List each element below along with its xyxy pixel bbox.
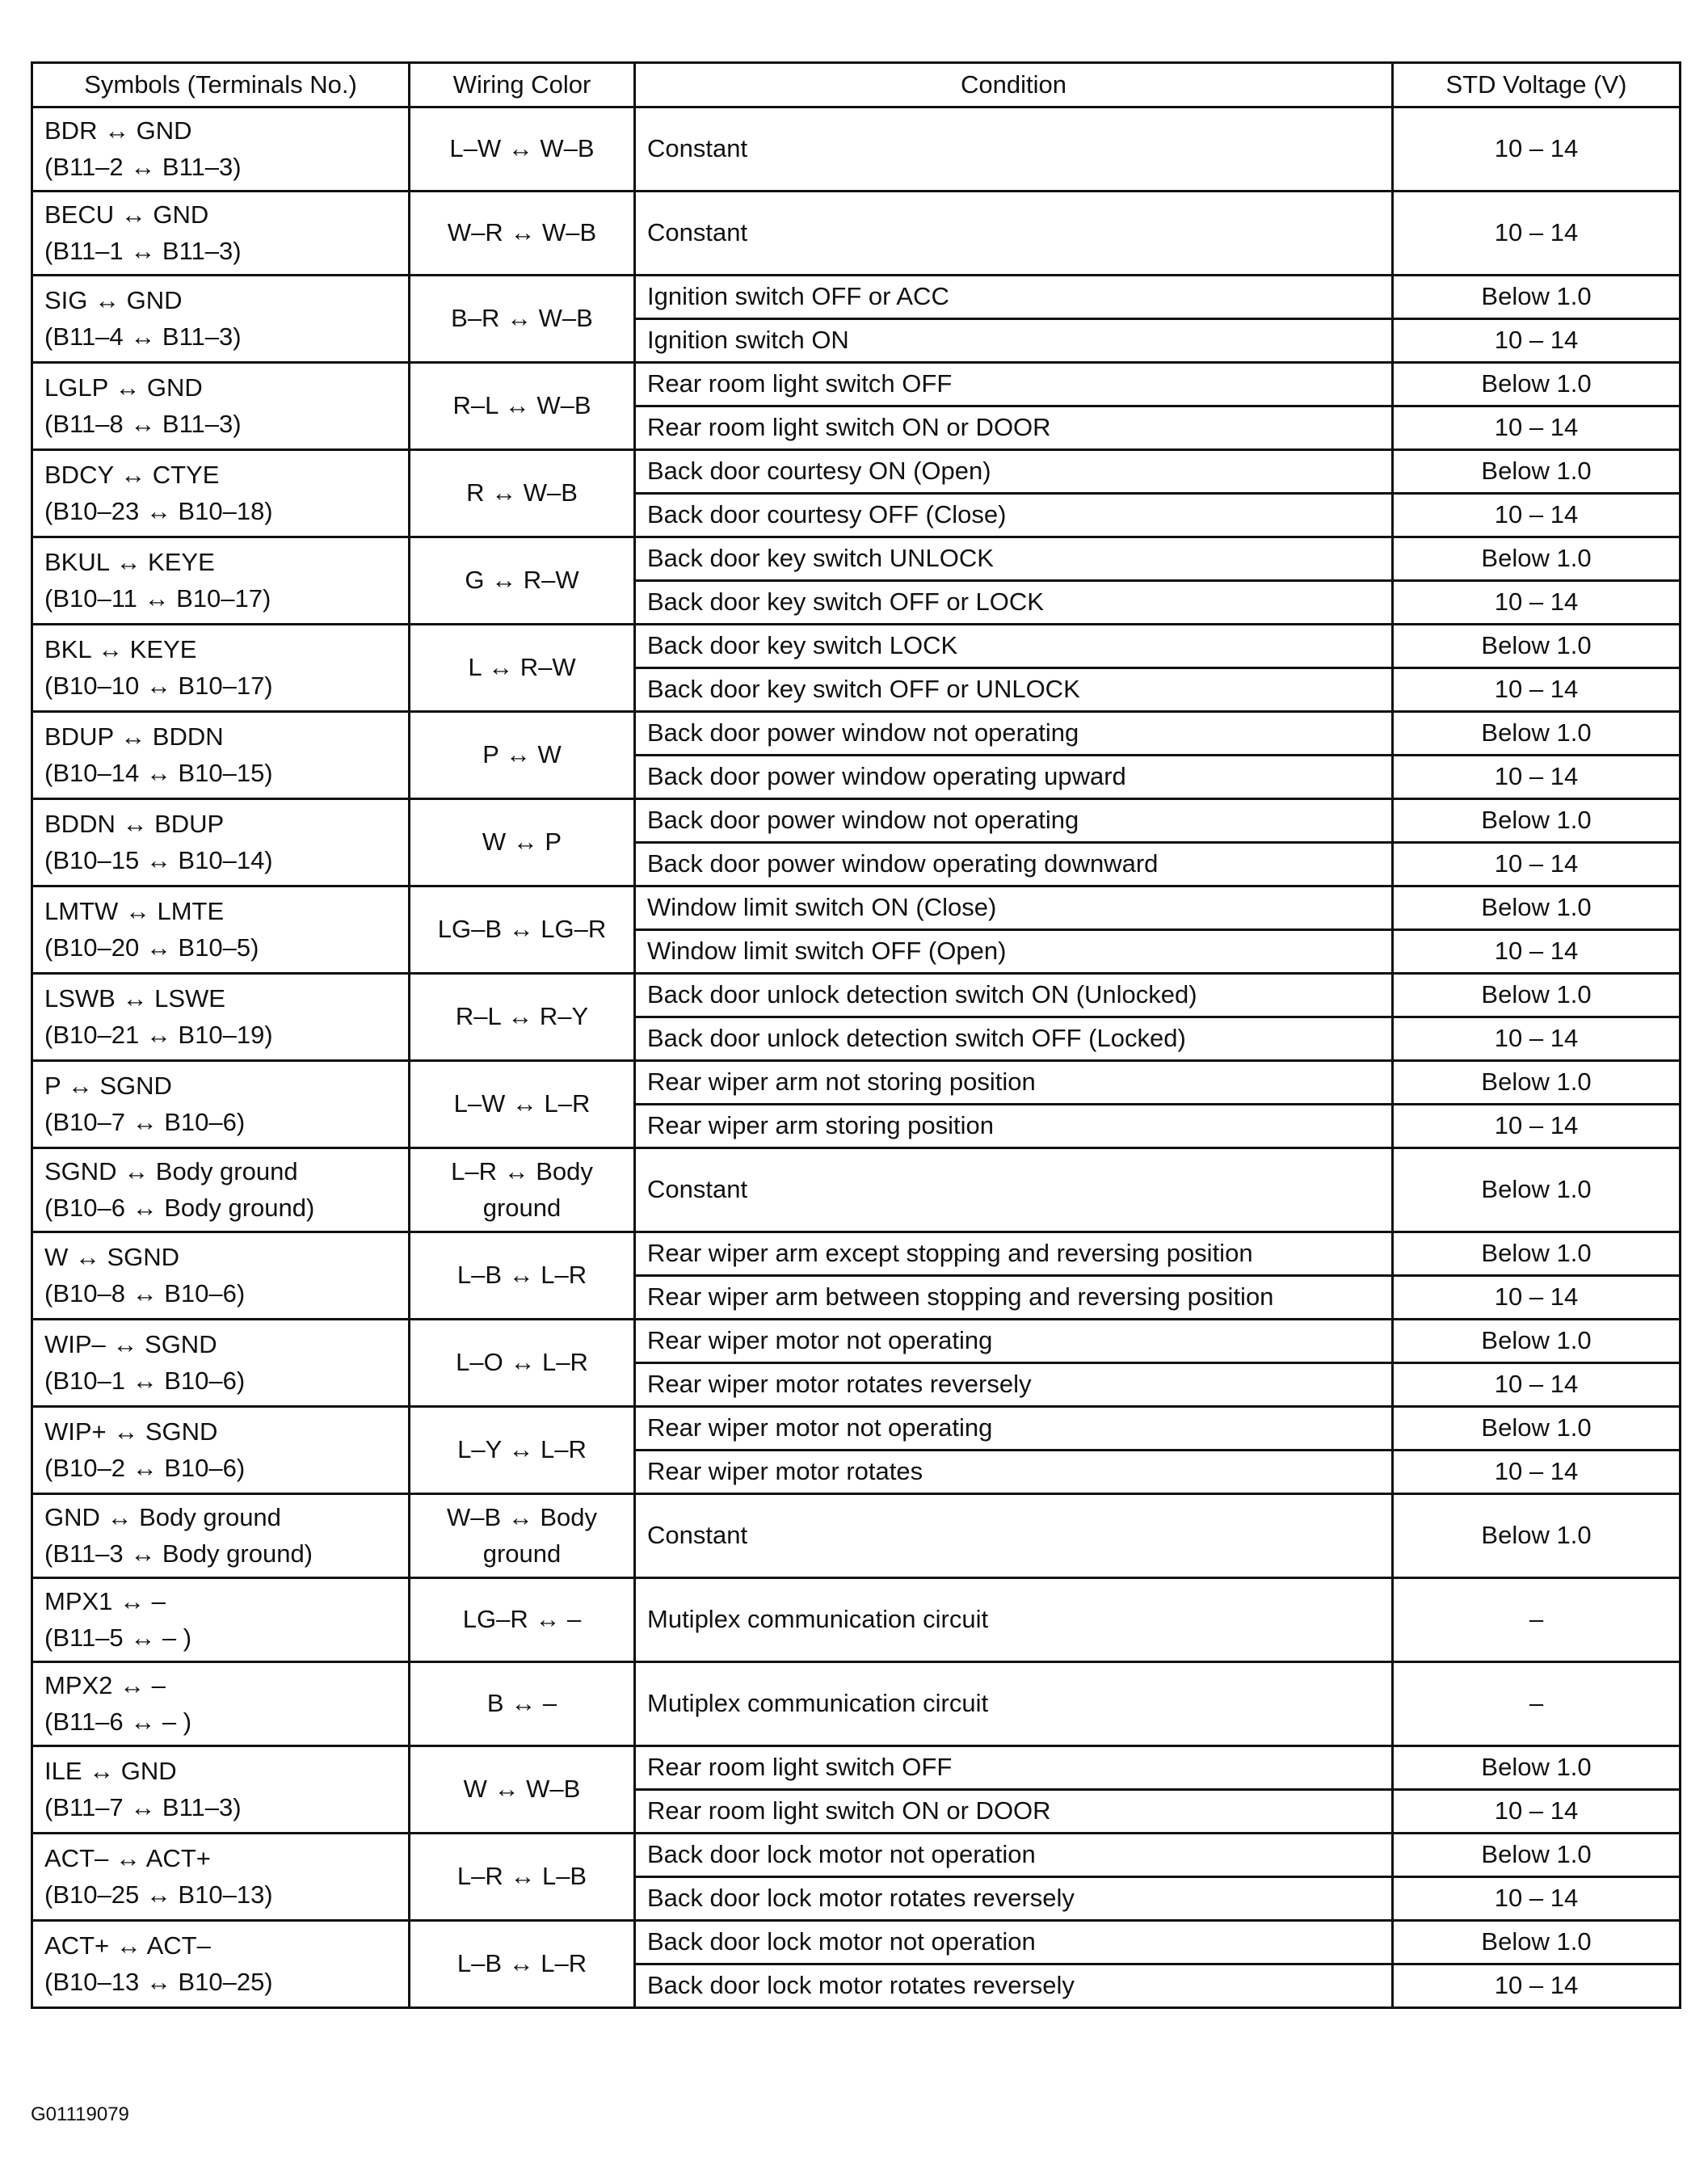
terminal-numbers: (B10–7 ↔ B10–6) (44, 1107, 246, 1136)
header-condition: Condition (635, 63, 1393, 107)
std-voltage-cell: 10 – 14 (1393, 1964, 1681, 2008)
terminal-symbols: BDR ↔ GND (44, 116, 192, 145)
condition-cell: Back door key switch LOCK (635, 625, 1393, 668)
table-row (32, 1921, 1681, 1964)
std-voltage-cell: – (1393, 1662, 1681, 1746)
symbol-cell (32, 974, 410, 1061)
condition-cell: Back door power window not operating (635, 712, 1393, 756)
table-row (32, 276, 1681, 319)
std-voltage-cell: Below 1.0 (1393, 1320, 1681, 1363)
wiring-color-text: R–L ↔ R–Y (455, 1002, 589, 1031)
wiring-color-cell (410, 625, 635, 712)
terminal-symbols: P ↔ SGND (44, 1072, 172, 1101)
symbol-cell (32, 276, 410, 363)
terminal-numbers: (B10–14 ↔ B10–15) (44, 758, 273, 787)
table-row (32, 192, 1681, 276)
terminal-symbols: W ↔ SGND (44, 1243, 180, 1272)
wiring-color-cell (410, 276, 635, 363)
header-wiring-color: Wiring Color (410, 63, 635, 107)
wiring-color-cell (410, 1320, 635, 1407)
condition-cell: Constant (635, 107, 1393, 192)
terminal-numbers: (B10–20 ↔ B10–5) (44, 933, 259, 962)
condition-cell: Mutiplex communication circuit (635, 1662, 1393, 1746)
symbol-cell (32, 363, 410, 450)
wiring-color-text: L–Y ↔ L–R (457, 1435, 587, 1464)
std-voltage-cell: 10 – 14 (1393, 1276, 1681, 1320)
table-row (32, 799, 1681, 843)
terminal-numbers: (B10–21 ↔ B10–19) (44, 1020, 273, 1049)
std-voltage-cell: Below 1.0 (1393, 1407, 1681, 1451)
wiring-color-cell (410, 1578, 635, 1662)
wiring-color-text: R–L ↔ W–B (452, 391, 591, 420)
std-voltage-cell: 10 – 14 (1393, 406, 1681, 450)
std-voltage-cell: 10 – 14 (1393, 930, 1681, 974)
condition-cell: Mutiplex communication circuit (635, 1578, 1393, 1662)
table-row (32, 537, 1681, 581)
std-voltage-cell: 10 – 14 (1393, 843, 1681, 886)
condition-cell: Back door lock motor not operation (635, 1834, 1393, 1877)
terminal-numbers: (B11–6 ↔ – ) (44, 1707, 192, 1736)
wiring-color-text: W–B ↔ Body (446, 1503, 598, 1532)
header-symbols: Symbols (Terminals No.) (32, 63, 410, 107)
condition-cell: Rear wiper arm storing position (635, 1105, 1393, 1148)
terminal-symbols: MPX2 ↔ – (44, 1671, 166, 1700)
std-voltage-cell: Below 1.0 (1393, 1061, 1681, 1105)
wiring-color-text: B ↔ – (486, 1689, 557, 1718)
terminal-symbols: LSWB ↔ LSWE (44, 984, 225, 1013)
terminal-numbers: (B10–15 ↔ B10–14) (44, 845, 273, 874)
terminal-symbols: LMTW ↔ LMTE (44, 897, 225, 926)
symbol-cell (32, 625, 410, 712)
wiring-color-cell (410, 886, 635, 974)
std-voltage-cell: Below 1.0 (1393, 450, 1681, 494)
condition-cell: Back door key switch UNLOCK (635, 537, 1393, 581)
condition-cell: Rear room light switch OFF (635, 1746, 1393, 1790)
condition-cell: Back door courtesy ON (Open) (635, 450, 1393, 494)
wiring-color-cell (410, 974, 635, 1061)
std-voltage-cell: 10 – 14 (1393, 1877, 1681, 1921)
symbol-cell (32, 1921, 410, 2008)
condition-cell: Back door lock motor not operation (635, 1921, 1393, 1964)
figure-code: G01119079 (31, 2103, 129, 2125)
terminal-numbers: (B10–25 ↔ B10–13) (44, 1880, 273, 1909)
wiring-color-cell (410, 1746, 635, 1834)
condition-cell: Rear wiper motor rotates (635, 1451, 1393, 1494)
table-row (32, 886, 1681, 930)
wiring-color-text: L ↔ R–W (468, 653, 576, 682)
terminal-numbers: (B10–10 ↔ B10–17) (44, 671, 273, 700)
std-voltage-cell: 10 – 14 (1393, 494, 1681, 537)
terminal-symbols: WIP– ↔ SGND (44, 1330, 217, 1359)
std-voltage-cell: 10 – 14 (1393, 1105, 1681, 1148)
symbol-cell (32, 1834, 410, 1921)
wiring-color-text: ground (482, 1539, 562, 1568)
table-row (32, 1407, 1681, 1451)
terminal-numbers: (B11–3 ↔ Body ground) (44, 1539, 313, 1568)
condition-cell: Constant (635, 1494, 1393, 1578)
terminal-voltage-table (31, 61, 1681, 2009)
std-voltage-cell: 10 – 14 (1393, 756, 1681, 799)
terminal-symbols: BKUL ↔ KEYE (44, 548, 215, 577)
table-row (32, 1320, 1681, 1363)
terminal-numbers: (B10–2 ↔ B10–6) (44, 1453, 246, 1482)
symbol-cell (32, 1148, 410, 1232)
table-row (32, 363, 1681, 406)
terminal-symbols: SGND ↔ Body ground (44, 1157, 298, 1186)
condition-cell: Ignition switch ON (635, 319, 1393, 363)
wiring-color-text: W ↔ P (482, 827, 562, 857)
terminal-symbols: GND ↔ Body ground (44, 1503, 281, 1532)
table-body (32, 107, 1681, 2008)
wiring-color-cell (410, 1061, 635, 1148)
wiring-color-cell (410, 107, 635, 192)
table-row (32, 1061, 1681, 1105)
symbol-cell (32, 1578, 410, 1662)
std-voltage-cell: Below 1.0 (1393, 625, 1681, 668)
condition-cell: Window limit switch ON (Close) (635, 886, 1393, 930)
condition-cell: Back door power window operating upward (635, 756, 1393, 799)
condition-cell: Rear wiper motor not operating (635, 1407, 1393, 1451)
condition-cell: Back door power window not operating (635, 799, 1393, 843)
std-voltage-cell: Below 1.0 (1393, 1232, 1681, 1276)
std-voltage-cell: 10 – 14 (1393, 319, 1681, 363)
wiring-color-cell (410, 1921, 635, 2008)
terminal-symbols: ACT– ↔ ACT+ (44, 1844, 211, 1873)
wiring-color-cell (410, 799, 635, 886)
std-voltage-cell: Below 1.0 (1393, 1148, 1681, 1232)
std-voltage-cell: 10 – 14 (1393, 1363, 1681, 1407)
wiring-color-text: LG–B ↔ LG–R (437, 915, 607, 944)
wiring-color-text: P ↔ W (482, 740, 562, 769)
wiring-color-text: W ↔ W–B (463, 1775, 581, 1804)
std-voltage-cell: Below 1.0 (1393, 276, 1681, 319)
symbol-cell (32, 799, 410, 886)
std-voltage-cell: 10 – 14 (1393, 668, 1681, 712)
condition-cell: Rear wiper motor not operating (635, 1320, 1393, 1363)
symbol-cell (32, 1746, 410, 1834)
std-voltage-cell: Below 1.0 (1393, 363, 1681, 406)
terminal-numbers: (B10–11 ↔ B10–17) (44, 583, 271, 613)
symbol-cell (32, 1061, 410, 1148)
header-std-voltage: STD Voltage (V) (1393, 63, 1681, 107)
std-voltage-cell: 10 – 14 (1393, 192, 1681, 276)
condition-cell: Back door key switch OFF or UNLOCK (635, 668, 1393, 712)
wiring-color-cell (410, 537, 635, 625)
std-voltage-cell: 10 – 14 (1393, 581, 1681, 625)
condition-cell: Rear room light switch ON or DOOR (635, 1790, 1393, 1834)
table-row (32, 1746, 1681, 1790)
std-voltage-cell: Below 1.0 (1393, 1834, 1681, 1877)
terminal-numbers: (B11–2 ↔ B11–3) (44, 152, 242, 181)
wiring-color-text: L–W ↔ L–R (453, 1089, 591, 1118)
condition-cell: Back door lock motor rotates reversely (635, 1877, 1393, 1921)
table-row (32, 712, 1681, 756)
std-voltage-cell: Below 1.0 (1393, 799, 1681, 843)
wiring-color-text: L–R ↔ L–B (456, 1862, 587, 1891)
wiring-color-cell (410, 450, 635, 537)
wiring-color-text: ground (482, 1193, 562, 1222)
std-voltage-cell: Below 1.0 (1393, 1494, 1681, 1578)
table-row (32, 1662, 1681, 1746)
terminal-numbers: (B10–13 ↔ B10–25) (44, 1967, 273, 1996)
std-voltage-cell: Below 1.0 (1393, 712, 1681, 756)
condition-cell: Back door key switch OFF or LOCK (635, 581, 1393, 625)
condition-cell: Rear wiper arm not storing position (635, 1061, 1393, 1105)
wiring-color-text: L–B ↔ L–R (456, 1261, 587, 1290)
wiring-color-text: G ↔ R–W (465, 566, 579, 595)
wiring-color-text: W–R ↔ W–B (447, 218, 597, 247)
terminal-numbers: (B11–7 ↔ B11–3) (44, 1792, 242, 1821)
symbol-cell (32, 886, 410, 974)
condition-cell: Window limit switch OFF (Open) (635, 930, 1393, 974)
condition-cell: Rear wiper motor rotates reversely (635, 1363, 1393, 1407)
wiring-color-text: R ↔ W–B (466, 478, 578, 507)
symbol-cell (32, 107, 410, 192)
condition-cell: Back door lock motor rotates reversely (635, 1964, 1393, 2008)
std-voltage-cell: Below 1.0 (1393, 886, 1681, 930)
table-row (32, 1494, 1681, 1578)
symbol-cell (32, 1662, 410, 1746)
wiring-color-cell (410, 1834, 635, 1921)
terminal-symbols: WIP+ ↔ SGND (44, 1417, 218, 1446)
table-row (32, 1148, 1681, 1232)
std-voltage-cell: Below 1.0 (1393, 537, 1681, 581)
symbol-cell (32, 712, 410, 799)
table-row (32, 1232, 1681, 1276)
symbol-cell (32, 1407, 410, 1494)
terminal-symbols: BKL ↔ KEYE (44, 635, 197, 664)
symbol-cell (32, 450, 410, 537)
condition-cell: Rear room light switch OFF (635, 363, 1393, 406)
wiring-color-text: L–W ↔ W–B (449, 134, 595, 163)
condition-cell: Back door courtesy OFF (Close) (635, 494, 1393, 537)
condition-cell: Constant (635, 192, 1393, 276)
wiring-color-text: B–R ↔ W–B (451, 304, 593, 333)
terminal-symbols: ILE ↔ GND (44, 1757, 177, 1786)
wiring-color-text: L–R ↔ Body (451, 1157, 593, 1186)
std-voltage-cell: Below 1.0 (1393, 1746, 1681, 1790)
header-row (32, 63, 1681, 107)
wiring-color-cell (410, 192, 635, 276)
condition-cell: Constant (635, 1148, 1393, 1232)
wiring-color-text: L–B ↔ L–R (456, 1949, 587, 1978)
terminal-symbols: LGLP ↔ GND (44, 373, 203, 402)
wiring-color-text: L–O ↔ L–R (456, 1348, 588, 1377)
terminal-numbers: (B10–23 ↔ B10–18) (44, 496, 273, 525)
table-row (32, 450, 1681, 494)
terminal-numbers: (B10–1 ↔ B10–6) (44, 1366, 246, 1395)
terminal-symbols: BDCY ↔ CTYE (44, 461, 220, 490)
std-voltage-cell: 10 – 14 (1393, 107, 1681, 192)
terminal-numbers: (B11–8 ↔ B11–3) (44, 409, 242, 438)
condition-cell: Ignition switch OFF or ACC (635, 276, 1393, 319)
condition-cell: Back door power window operating downward (635, 843, 1393, 886)
terminal-symbols: BDDN ↔ BDUP (44, 810, 225, 839)
std-voltage-cell: Below 1.0 (1393, 974, 1681, 1017)
std-voltage-cell: 10 – 14 (1393, 1017, 1681, 1061)
std-voltage-cell: – (1393, 1578, 1681, 1662)
table-row (32, 107, 1681, 192)
condition-cell: Rear room light switch ON or DOOR (635, 406, 1393, 450)
condition-cell: Rear wiper arm between stopping and reversing position (635, 1276, 1393, 1320)
table-row (32, 974, 1681, 1017)
terminal-symbols: MPX1 ↔ – (44, 1587, 166, 1616)
wiring-color-cell (410, 1662, 635, 1746)
terminal-numbers: (B10–8 ↔ B10–6) (44, 1278, 246, 1307)
wiring-color-cell (410, 1148, 635, 1232)
table-row (32, 1834, 1681, 1877)
symbol-cell (32, 537, 410, 625)
std-voltage-cell: Below 1.0 (1393, 1921, 1681, 1964)
std-voltage-cell: 10 – 14 (1393, 1451, 1681, 1494)
condition-cell: Back door unlock detection switch ON (Unlocked) (635, 974, 1393, 1017)
terminal-symbols: SIG ↔ GND (44, 286, 183, 315)
wiring-color-text: LG–R ↔ – (462, 1605, 582, 1634)
wiring-color-cell (410, 1232, 635, 1320)
terminal-numbers: (B11–1 ↔ B11–3) (44, 236, 242, 265)
condition-cell: Back door unlock detection switch OFF (Locked) (635, 1017, 1393, 1061)
wiring-color-cell (410, 712, 635, 799)
terminal-numbers: (B11–5 ↔ – ) (44, 1623, 192, 1652)
terminal-numbers: (B11–4 ↔ B11–3) (44, 322, 242, 351)
terminal-symbols: BECU ↔ GND (44, 200, 209, 229)
wiring-color-cell (410, 1407, 635, 1494)
symbol-cell (32, 192, 410, 276)
wiring-color-cell (410, 363, 635, 450)
symbol-cell (32, 1494, 410, 1578)
condition-cell: Rear wiper arm except stopping and reversing position (635, 1232, 1393, 1276)
terminal-symbols: BDUP ↔ BDDN (44, 722, 224, 752)
std-voltage-cell: 10 – 14 (1393, 1790, 1681, 1834)
table-row (32, 1578, 1681, 1662)
terminal-numbers: (B10–6 ↔ Body ground) (44, 1193, 315, 1222)
table-row (32, 625, 1681, 668)
wiring-color-cell (410, 1494, 635, 1578)
symbol-cell (32, 1232, 410, 1320)
terminal-symbols: ACT+ ↔ ACT– (44, 1931, 211, 1960)
symbol-cell (32, 1320, 410, 1407)
